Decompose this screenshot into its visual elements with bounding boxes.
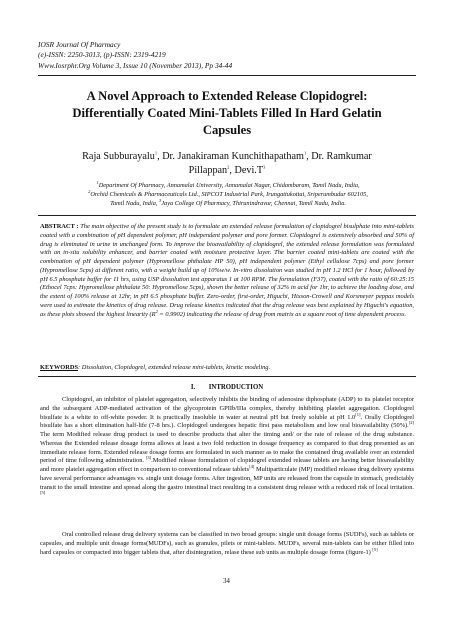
title-line-1: A Novel Approach to Extended Release Clopidogrel: bbox=[86, 89, 368, 103]
affiliations bbox=[42, 179, 414, 208]
intro-p1-text-1: Clopidogrel, an inhibitor of platelet aggregation, selectively inhibits the binding of adenosine diphosphate (ADP) to its platelet receptor and the subsequent ADP-mediated activation of the glycoprotein GPIIb/IIIa complex, thereby inhibiting platelet aggregation. Clopidogrel bisulfate is a white to off-white powder. It is practically insoluble in water at neutral pH but freely soluble at pH 1.0 bbox=[40, 396, 414, 421]
author-2-sup: 1 bbox=[303, 150, 307, 156]
header-divider bbox=[38, 75, 416, 76]
author-3-sup: 2 bbox=[227, 164, 230, 170]
affiliation-2 bbox=[42, 188, 414, 200]
citation-1: [1] bbox=[355, 411, 361, 417]
title-line-2: Differentially Coated Mini-Tablets Filled In Hard Gelatin bbox=[72, 105, 382, 120]
affiliation-3-text-b: Jaya College Of Pharmacy, Thirunindravur, Chennai, Tamil Nadu, India. bbox=[161, 199, 346, 207]
abstract bbox=[40, 223, 414, 319]
keywords bbox=[40, 364, 414, 373]
abstract-text-2: = 0.9902) indicating the release of drug from matrix as a square root of time dependent process. bbox=[157, 310, 407, 318]
abstract-top-divider bbox=[38, 215, 416, 216]
keywords-label: KEYWORDS bbox=[40, 364, 78, 371]
affiliation-1 bbox=[42, 179, 414, 191]
author-4: , Devi.T bbox=[229, 164, 264, 176]
affiliation-2-sup: 2 bbox=[88, 188, 91, 194]
intro-p1-text-2: . Orally Clopidogrel bisulfate has a short elimination half-life (7-8 hrs.). Clopidogrel undergoes hepatic first pass metabolism and low oral bioavailability (50%). bbox=[40, 413, 414, 430]
intro-p1-text-5: Multiparticulate (MP) modified release drug delivery systems have several performance advantages vs. single unit dosage forms. After ingestion, MP units are released from the capsule in stomach, predictably transit to the small intestine and spread along the gastro intestinal tract resulting in a consistent drug release with a reduced risk of local irritation. bbox=[40, 466, 414, 491]
authors bbox=[38, 150, 416, 177]
page-number: 34 bbox=[223, 578, 230, 585]
intro-paragraph-2 bbox=[40, 531, 414, 557]
citation-2: [2] bbox=[408, 420, 414, 426]
keywords-divider bbox=[38, 376, 416, 377]
author-1-sup: 1 bbox=[154, 150, 158, 156]
affiliation-3-sup: 3 bbox=[159, 197, 162, 203]
affiliation-3-text: Tamil Nadu, India, bbox=[110, 199, 160, 207]
authors-line-1 bbox=[38, 150, 416, 164]
intro-p1-text-4: .Modified release formulation of clopidogrel extended release tablets are having better bioavailability and more platelet aggregation effect in comparison to conventional release tablets bbox=[40, 457, 414, 473]
journal-volume: Www.Iosrphr.Org Volume 3, Issue 10 (November 2013), Pp 34-44 bbox=[38, 60, 233, 70]
affiliation-1-text: Department Of Pharmacy, Annamalai University, Annamalai Nagar, Chidambaram, Tamil Nadu, India, bbox=[98, 182, 360, 189]
journal-header bbox=[38, 40, 232, 71]
citation-6: [5] bbox=[372, 546, 378, 552]
intro-paragraph-1 bbox=[40, 396, 414, 501]
authors-line-2 bbox=[38, 164, 416, 178]
abstract-label: ABSTRACT : bbox=[40, 223, 79, 230]
journal-name: IOSR Journal Of Pharmacy bbox=[38, 40, 121, 49]
affiliation-2-text: Orchid Chemicals & Pharmaceuticals Ltd., SIPCOT Industrial Park, Irungattukottai, Sriperumbudur 602105, bbox=[90, 190, 368, 198]
journal-issn: (e)-ISSN: 2250-3013, (p)-ISSN: 2319-4219 bbox=[38, 50, 166, 60]
author-1: Raja Subburayalu bbox=[82, 151, 155, 162]
section-heading-introduction: I. INTRODUCTION bbox=[190, 384, 264, 391]
intro-p2-text: Oral controlled release drug delivery systems can be classified in two broad groups: single unit dosage forms (SUDFs), such as tablets or capsules, and multiple unit dosage forms(MUDFs), such as granules, pilets or mini-tablets. MUDFs, several min-tablets can be either filled into hard capsules or compacted into bigger tablets that, after disintegration, relase these sub units as multiple dosage forms (figure-1) bbox=[40, 531, 414, 556]
author-4-sup: 3 bbox=[263, 164, 266, 170]
affiliation-3 bbox=[42, 197, 414, 209]
affiliation-1-sup: 1 bbox=[96, 179, 99, 185]
citation-3: [3] bbox=[145, 455, 152, 461]
abstract-r2-sup: 2 bbox=[155, 308, 158, 314]
keywords-text: : Dissolution, Clopidogrel, extended release mini-tablets, kinetic modeling. bbox=[78, 364, 271, 371]
intro-p1-text-3: The term Modified release drug product is used to describe products that alter the timing and/ or the rate of release of the drug substance. Whereas the Extended release dosage forms allows at least a two fold reduction in dosage frequency as compared to that drug presented as an immediate release form. Extended release dosage forms are formulated in such manner as to make the contained drug available over an extended period of time following administration. bbox=[40, 431, 414, 465]
citation-5: [5] bbox=[40, 490, 46, 496]
author-3: , Dr. Ramkumar bbox=[306, 151, 372, 162]
abstract-text: The main objective of the present study is to formulate an extended release formulation of clopidogrel bisulphate into mini-tablets coated with a combination of pH dependent polymer, pH independent polymer and pore former. Clopidogrel is extensively absorbed and 50% of drug is eliminated in urine in unchanged form. To improve the bioavailability of clopidogrel, the extended release formulation was formulated with an in-situ solubility enhancer, and barrier coated with moisture protective layer. The barrier coated mini-tablets are coated with the combination of pH dependent polymer (Hypromellose phthalate HP 50), pH independent polymer (Ethyl cellulose 7cps) and pore former (Hypromellose 5cps) at different ratio, with a weight build up of 10%w/w. In-vitro dissolution was studied in pH 1.2 HCl for 1 hour, followed by pH 6.5 phosphate buffer for 11 hrs, using USP dissolution test apparatus 1 at 100 RPM. The formulation (F37), coated with the ratio of 60:25:15 (Ethocel 7cps: Hypromellose phthalate 50: Hypromellose 5cps), shown the better release of 32% in acid for 1hr, to achieve the loading dose, and the extent of 100% release at 12hr, in pH 6.5 phosphate buffer. Zero-order, first-order, Higuchi, Hixson-Crowell and Korsmeyer peppas models were used to estimate the kinetics of drug release. Drug release kinetics indicated that the drug release was best explained by Higuchi's equation, as these plots showed the highest linearity (R bbox=[40, 223, 414, 318]
author-2: , Dr. Janakiraman Kunchithapatham bbox=[157, 151, 304, 162]
citation-4: [4] bbox=[249, 463, 255, 469]
paper-title bbox=[38, 88, 416, 138]
title-line-3: Capsules bbox=[202, 122, 252, 137]
author-3-surname: Pillappan bbox=[188, 164, 228, 176]
